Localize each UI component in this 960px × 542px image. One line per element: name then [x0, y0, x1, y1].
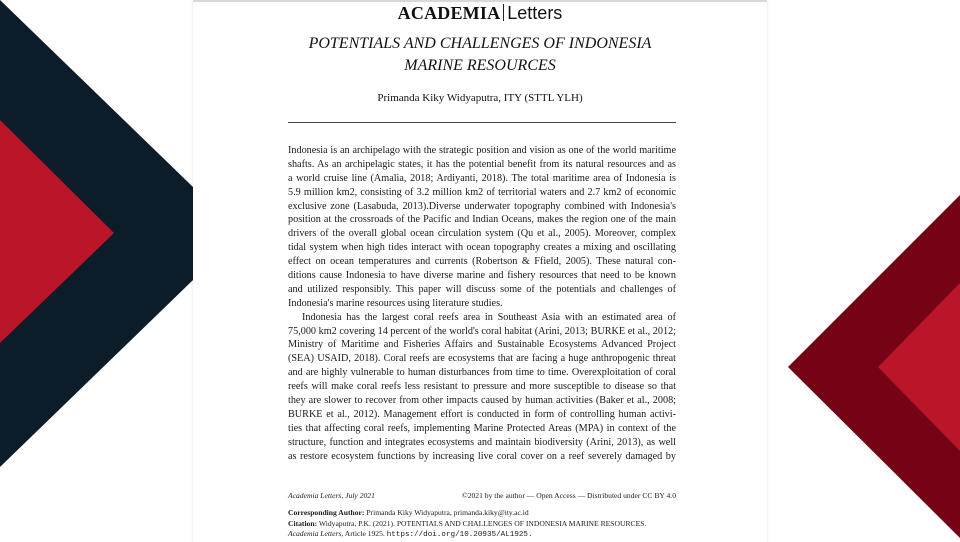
body-text-line: a world cruise line (Amalia, 2018; Ardiyanti, 2018). The total maritime area of Indonesia is [288, 172, 676, 184]
brand-suffix: Letters [507, 3, 563, 23]
paper-title-line1: POTENTIALS AND CHALLENGES OF INDONESIA [308, 35, 652, 52]
paper-body [288, 144, 676, 463]
body-text-line: Indonesia is an archipelago with the strategic position and vision as one of the world maritime [288, 145, 676, 156]
body-text-line: structure, function and integrates ecosystems and maintain biodiversity (Arini, 2013), as well [288, 436, 676, 448]
academia-letters-logo [193, 2, 767, 24]
body-text-line: Ministry of Maritime and Fisheries Affairs and Sustainable Ecosystems Advanced Project [288, 339, 676, 351]
body-text-line: effect on ocean temperatures and currents (Robertson & Ffield, 2005). These natural con- [288, 256, 676, 268]
body-text-line: as restore ecosystem functions by increasing live coral cover on a reef severely damaged by [288, 450, 676, 462]
citation-journal: Academia Letters [288, 529, 342, 538]
body-text-line: Indonesia has the largest coral reefs area in Southeast Asia with an estimated area of [302, 311, 676, 323]
footer-citation [288, 508, 676, 541]
footer-meta [288, 491, 676, 502]
body-text-line: they are slower to recover from other impacts caused by human activities (Baker et al., 2008; [288, 395, 676, 407]
body-text-line: tidal system when high tides interact with ocean topography creates a mixing and oscillating [288, 242, 676, 254]
paper-title-line2: MARINE RESOURCES [404, 57, 556, 74]
corresponding-label: Corresponding Author: [288, 508, 365, 517]
license-text: ©2021 by the author — Open Access — Distributed under CC BY 4.0 [461, 491, 676, 500]
body-text-line: and are highly vulnerable to human disturbances from time to time. Overexploitation of coral [288, 367, 676, 379]
paper-author: Primanda Kiky Widyaputra, ITY (STTL YLH) [377, 92, 583, 104]
citation-article: , Article 1925. [341, 529, 385, 538]
body-text-line: position at the crossroads of the Pacific and Indian Oceans, makes the region one of the main [288, 214, 676, 226]
body-text-line: 75,000 km2 covering 14 percent of the world's coral habitat (Arini, 2013; BURKE et al., 2012; [288, 325, 676, 337]
brand-name: ACADEMIA [397, 3, 501, 23]
body-text-line: exclusive zone (Lasabuda, 2013).Diverse underwater topography combined with Indonesia's [288, 200, 676, 212]
body-text-line: BURKE et al., 2012). Management effort is conducted in form of controlling human activi- [288, 408, 676, 420]
body-text-line: shafts. As an archipelagic states, it has the potential benefit from its natural resources and as [288, 158, 676, 170]
body-text-line: reefs will make coral reefs less resistant to pressure and more susceptible to disease so that [288, 381, 676, 393]
body-text-line: ditions cause Indonesia to have diverse marine and fishery resources that need to be known [288, 270, 676, 282]
journal-date: Academia Letters, July 2021 [288, 491, 375, 500]
citation-label: Citation: [288, 518, 318, 528]
citation-text: Widyaputra, P.K. (2021). POTENTIALS AND CHALLENGES OF INDONESIA MARINE RESOURCES. [318, 518, 647, 528]
corresponding-author: Primanda Kiky Widyaputra, primanda.kiky@ity.ac.id [366, 508, 529, 517]
title-divider [288, 122, 676, 123]
document-page [193, 0, 767, 542]
citation-doi-link[interactable]: https://doi.org/10.20935/AL1925. [386, 531, 533, 539]
brand-divider [503, 4, 504, 21]
body-text-line: and utilized responsibly. This paper will discuss some of the potentials and challenges of [288, 283, 676, 295]
body-text-line: Indonesia's marine resources using literature studies. [288, 297, 503, 309]
body-text-line: 5.9 million km2, consisting of 3.2 million km2 of territorial waters and 2.7 km2 of economic [288, 186, 676, 198]
body-text-line: drivers of the overall global ocean circulation system (Qu et al., 2005). Moreover, complex [288, 228, 676, 240]
body-text-line: (SEA) USAID, 2018). Coral reefs are ecosystems that are facing a huge anthropogenic threat [288, 353, 676, 365]
body-text-line: ties that affecting coral reefs, implementing Marine Protected Areas (MPA) in context of the [288, 422, 676, 434]
